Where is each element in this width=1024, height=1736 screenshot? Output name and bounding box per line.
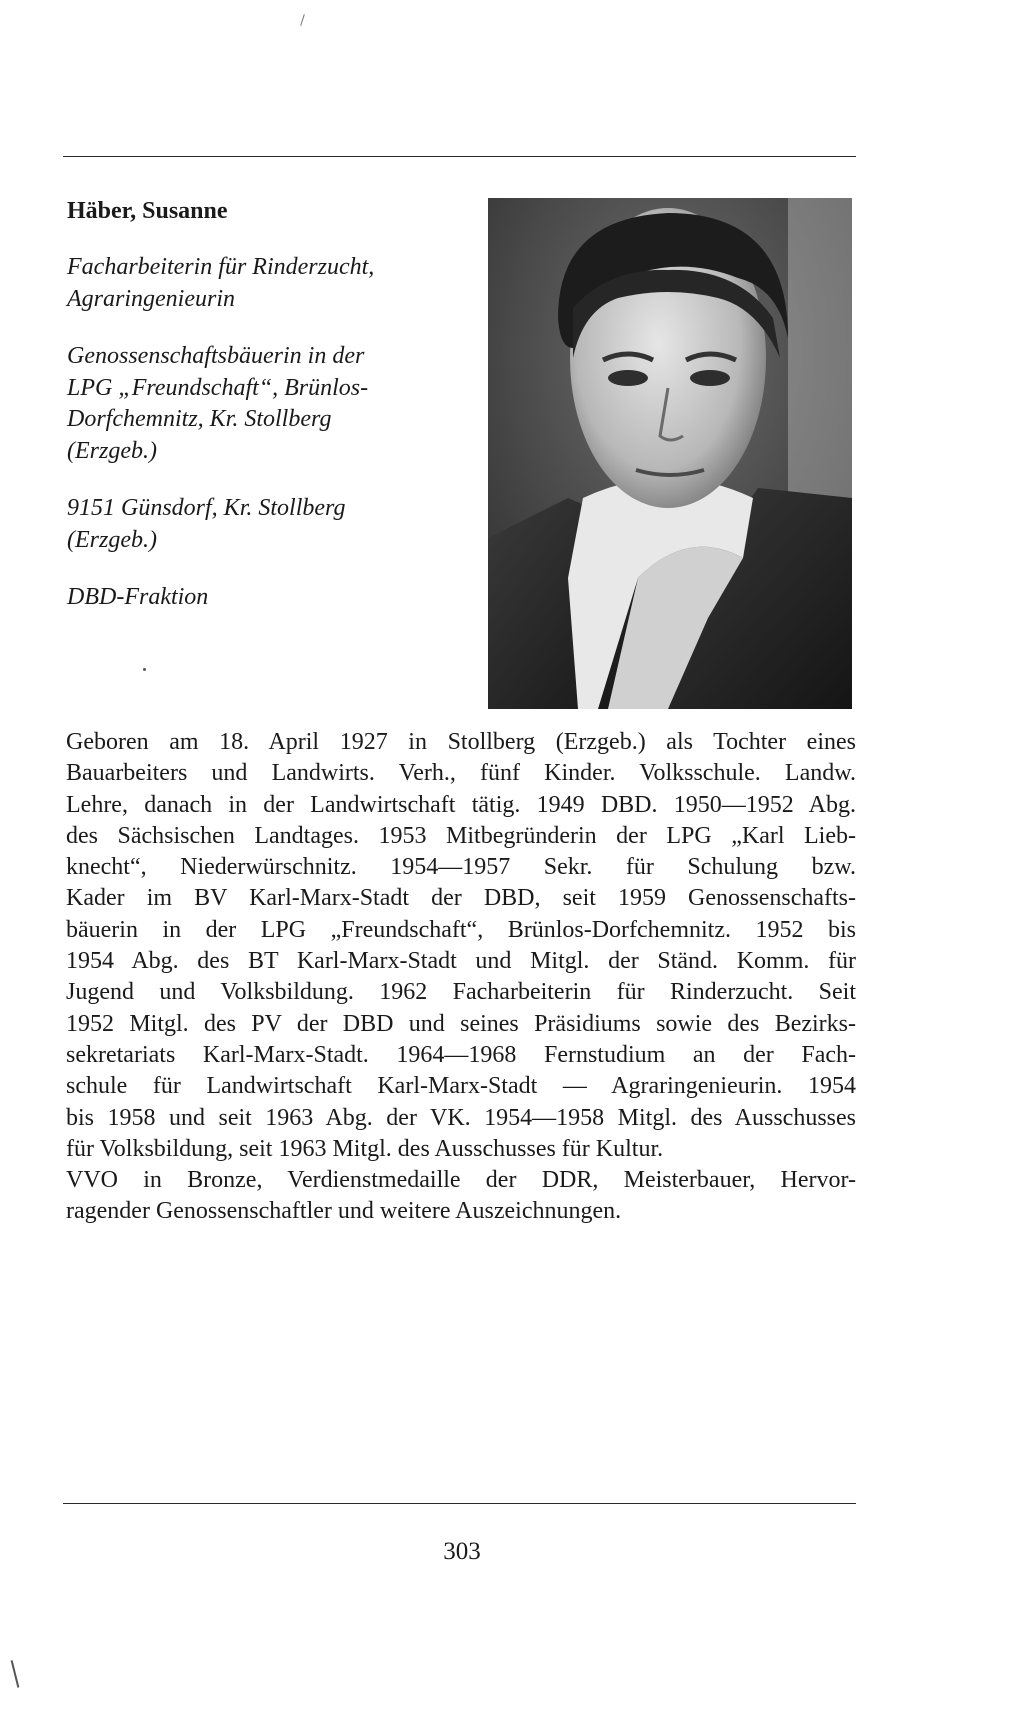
portrait-illustration <box>488 198 852 709</box>
bio-line: Bauarbeiters und Landwirts. Verh., fünf Kinder. Volksschule. Landw. <box>66 760 856 787</box>
stray-dot <box>143 668 146 671</box>
bio-line: des Sächsischen Landtages. 1953 Mitbegründerin der LPG „Karl Lieb- <box>66 822 856 849</box>
person-name: Häber, Susanne <box>67 198 228 224</box>
bio-line: knecht“, Niederwürschnitz. 1954—1957 Sekr. für Schulung bzw. <box>66 854 856 881</box>
bio-line: schule für Landwirtschaft Karl-Marx-Stadt — Agraringenieurin. 1954 <box>66 1073 856 1100</box>
bio-line: ragender Genossenschaftler und weitere Auszeichnungen. <box>66 1198 622 1225</box>
faction: DBD-Fraktion <box>67 584 209 610</box>
bio-line: Lehre, danach in der Landwirtschaft tätig. 1949 DBD. 1950—1952 Abg. <box>66 791 856 818</box>
entry-header <box>67 196 467 640</box>
top-rule <box>63 156 856 157</box>
biography-text <box>66 727 856 1228</box>
address: 9151 Günsdorf, Kr. Stollberg (Erzgeb.) <box>67 495 346 553</box>
bio-line: bäuerin in der LPG „Freundschaft“, Brünlos-Dorfchemnitz. 1952 bis <box>66 916 856 943</box>
bio-line: für Volksbildung, seit 1963 Mitgl. des Ausschusses für Kultur. <box>66 1135 664 1162</box>
bio-line: Jugend und Volksbildung. 1962 Facharbeiterin für Rinderzucht. Seit <box>66 979 856 1006</box>
profession: Facharbeiterin für Rinderzucht, Agraringenieurin <box>67 254 375 312</box>
page-number: 303 <box>443 1538 481 1565</box>
bio-line: Geboren am 18. April 1927 in Stollberg (Erzgeb.) als Tochter eines <box>66 729 856 755</box>
bio-line: bis 1958 und seit 1963 Abg. der VK. 1954—1958 Mitgl. des Ausschusses <box>66 1104 856 1131</box>
position: Genossenschaftsbäuerin in der LPG „Freundschaft“, Brünlos- Dorfchemnitz, Kr. Stollberg (Erzgeb.) <box>67 343 369 464</box>
bio-line: Kader im BV Karl-Marx-Stadt der DBD, seit 1959 Genossenschafts- <box>66 885 856 912</box>
bottom-rule <box>63 1503 856 1504</box>
bio-line: 1952 Mitgl. des PV der DBD und seines Präsidiums sowie des Bezirks- <box>66 1010 856 1037</box>
bio-line: 1954 Abg. des BT Karl-Marx-Stadt und Mitgl. der Ständ. Komm. für <box>66 948 856 975</box>
stray-mark-top <box>300 14 305 26</box>
bio-line: sekretariats Karl-Marx-Stadt. 1964—1968 Fernstudium an der Fach- <box>66 1041 856 1068</box>
stray-mark-left <box>11 1660 19 1688</box>
bio-line: VVO in Bronze, Verdienstmedaille der DDR, Meisterbauer, Hervor- <box>66 1167 856 1194</box>
portrait-photo <box>488 198 852 709</box>
